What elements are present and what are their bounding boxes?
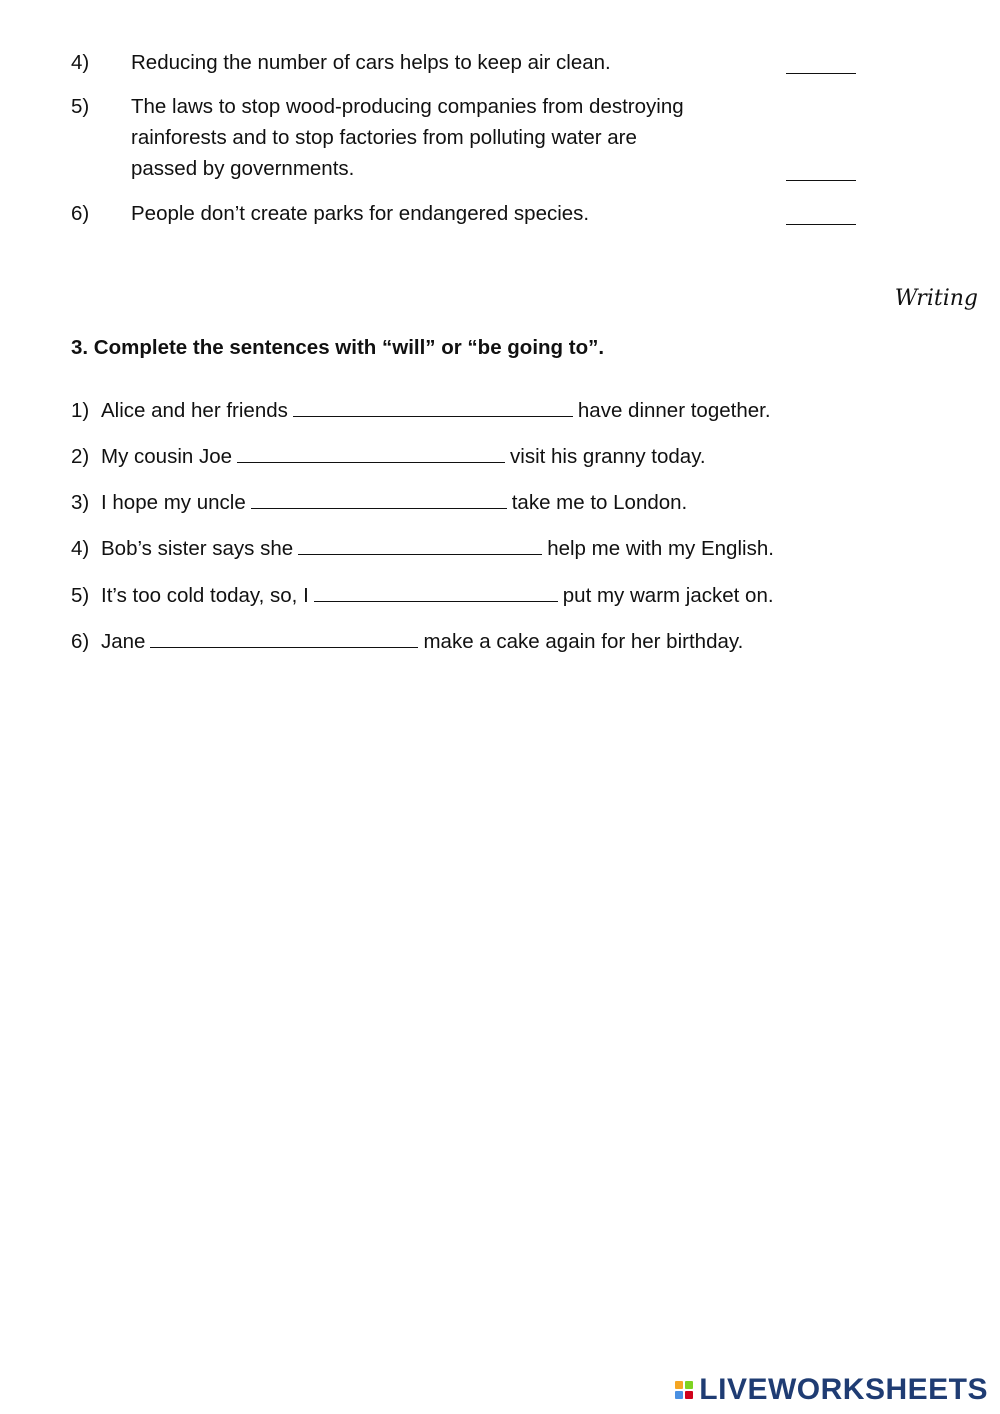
fill-item-5 — [71, 581, 774, 610]
tf-item-text: People don’t create parks for endangered species. — [131, 202, 590, 225]
fill-item-6 — [71, 627, 743, 656]
fill-item-number: 1) — [71, 399, 90, 422]
logo-square — [685, 1381, 693, 1389]
exercise-3-title: 3. Complete the sentences with “will” or “be going to”. — [71, 336, 605, 359]
fill-item-number: 3) — [71, 491, 90, 514]
fill-item-before: It’s too cold today, so, I — [101, 584, 309, 607]
answer-gap[interactable] — [298, 534, 542, 555]
fill-item-before: My cousin Joe — [101, 445, 233, 468]
tf-answer-blank[interactable] — [786, 73, 856, 74]
tf-answer-blank[interactable] — [786, 180, 856, 181]
logo-squares-icon — [675, 1381, 693, 1399]
tf-item-text-line-2: rainforests and to stop factories from polluting water are — [131, 126, 637, 149]
fill-item-after: help me with my English. — [547, 537, 774, 560]
tf-item-4 — [71, 47, 871, 78]
fill-item-after: visit his granny today. — [510, 445, 706, 468]
fill-item-before: Bob’s sister says she — [101, 537, 294, 560]
fill-item-number: 2) — [71, 445, 90, 468]
fill-item-after: put my warm jacket on. — [562, 584, 774, 607]
tf-item-number: 6) — [71, 202, 90, 225]
tf-item-text-line-1: The laws to stop wood-producing companies from destroying — [131, 95, 684, 118]
answer-gap[interactable] — [314, 581, 558, 602]
answer-gap[interactable] — [293, 396, 573, 417]
fill-item-3 — [71, 488, 687, 517]
answer-gap[interactable] — [251, 488, 507, 509]
logo-square — [685, 1391, 693, 1399]
fill-item-before: Alice and her friends — [101, 399, 288, 422]
fill-item-number: 5) — [71, 584, 90, 607]
fill-item-number: 4) — [71, 537, 90, 560]
fill-item-after: take me to London. — [511, 491, 688, 514]
answer-gap[interactable] — [150, 627, 418, 648]
tf-answer-blank[interactable] — [786, 224, 856, 225]
fill-item-2 — [71, 442, 706, 471]
fill-item-before: Jane — [101, 630, 146, 653]
fill-item-after: make a cake again for her birthday. — [423, 630, 744, 653]
fill-item-4 — [71, 534, 774, 563]
tf-item-6 — [71, 198, 871, 229]
logo-square — [675, 1381, 683, 1389]
answer-gap[interactable] — [237, 442, 505, 463]
logo-text: LIVEWORKSHEETS — [699, 1373, 988, 1406]
fill-item-before: I hope my uncle — [101, 491, 246, 514]
tf-item-5 — [71, 91, 871, 184]
fill-item-1 — [71, 396, 771, 425]
liveworksheets-logo — [675, 1372, 988, 1408]
section-label-writing: Writing — [894, 286, 978, 311]
tf-item-number: 5) — [71, 95, 90, 118]
logo-square — [675, 1391, 683, 1399]
tf-item-text: Reducing the number of cars helps to keep air clean. — [131, 51, 611, 74]
tf-item-text-line-3: passed by governments. — [131, 157, 355, 180]
tf-item-number: 4) — [71, 51, 90, 74]
fill-item-number: 6) — [71, 630, 90, 653]
fill-item-after: have dinner together. — [577, 399, 771, 422]
